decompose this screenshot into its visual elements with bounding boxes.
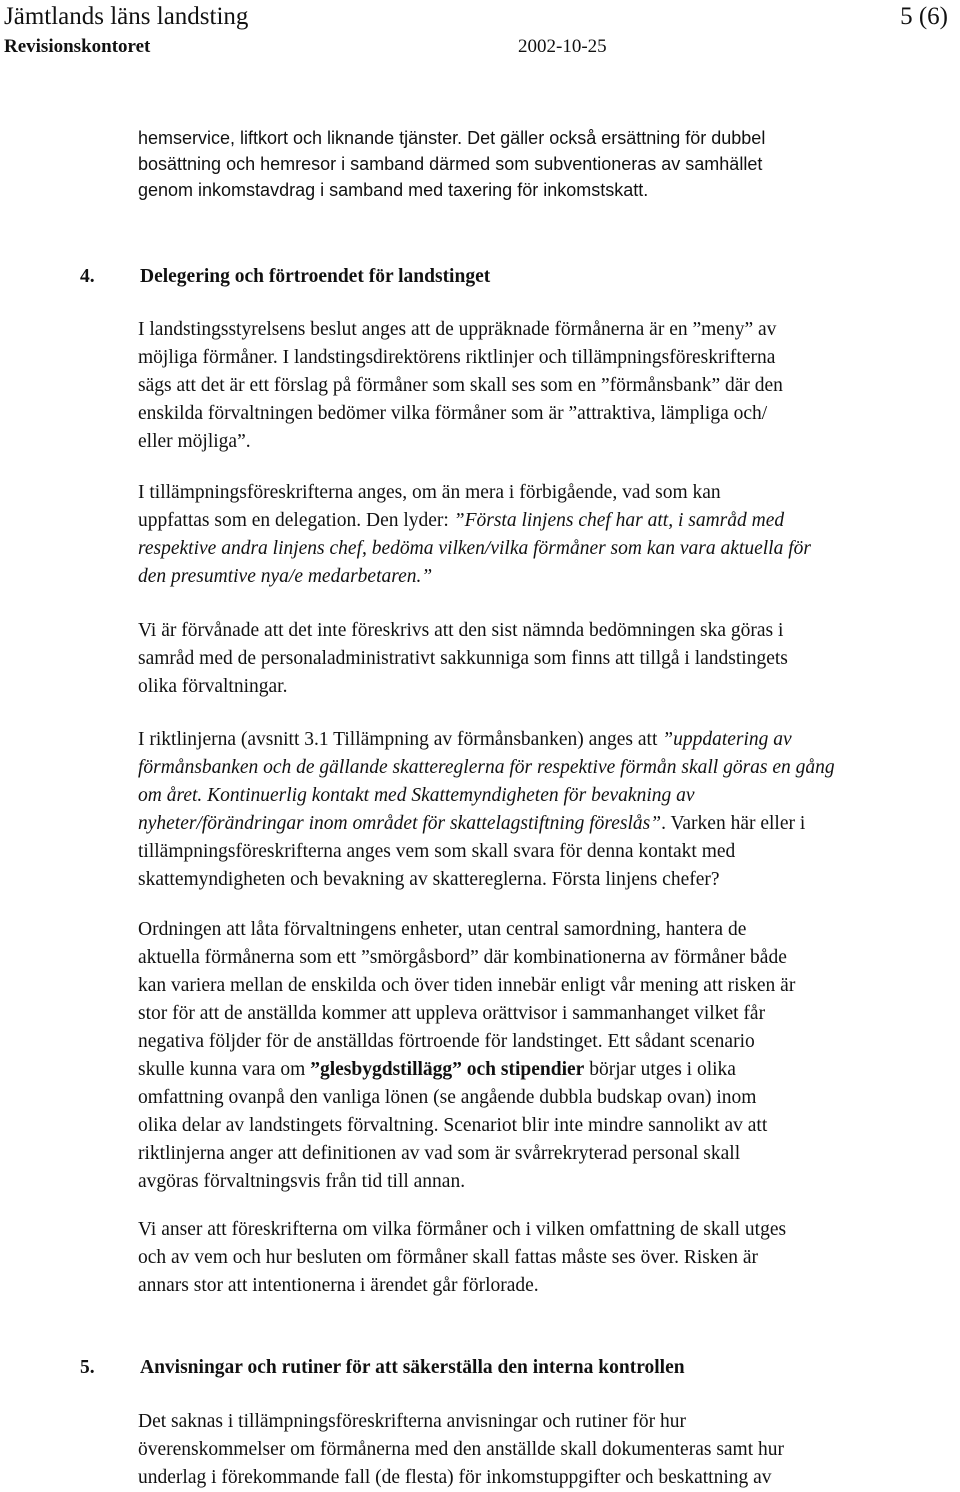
- text-line: Det saknas i tillämpningsföreskrifterna anvisningar och rutiner för hur: [138, 1411, 687, 1432]
- text-line: [138, 726, 835, 754]
- text-line: hemservice, liftkort och liknande tjänster. Det gäller också ersättning för dubbel: [138, 128, 766, 148]
- text-line: omfattning ovanpå den vanliga lönen (se angående dubbla budskap ovan) inom: [138, 1087, 757, 1108]
- text-line: sägs att det är ett förslag på förmåner som skall ses som en ”förmånsbank” där den: [138, 375, 783, 396]
- quote-text: om året. Kontinuerlig kontakt med Skattemyndigheten för bevakning av: [138, 785, 695, 806]
- text-line: I landstingsstyrelsens beslut anges att de uppräknade förmånerna är en ”meny” av: [138, 319, 777, 340]
- text-line: [138, 535, 811, 563]
- section-4-paragraph-4: [138, 726, 835, 894]
- text-line: Vi är förvånade att det inte föreskrivs att den sist nämnda bedömningen ska göras i: [138, 620, 784, 641]
- text-line: samråd med de personaladministrativt sakkunniga som finns att tillgå i landstingets: [138, 648, 788, 669]
- section-4-paragraph-2: [138, 479, 811, 591]
- quote-text: nyheter/förändringar inom området för skattelagstiftning föreslås”: [138, 813, 662, 834]
- text-line: möjliga förmåner. I landstingsdirektörens riktlinjer och tillämpningsföreskrifterna: [138, 347, 776, 368]
- intro-paragraph: [138, 125, 765, 203]
- text-line: Vi anser att föreskrifterna om vilka förmåner och i vilken omfattning de skall utges: [138, 1219, 787, 1240]
- text-line: enskilda förvaltningen bedömer vilka förmåner som är ”attraktiva, lämpliga och/: [138, 403, 768, 424]
- text-line: avgöras förvaltningsvis från tid till annan.: [138, 1171, 466, 1192]
- section-5-paragraph-1: [138, 1408, 784, 1492]
- section-4-paragraph-1: [138, 316, 783, 456]
- text-line: annars stor att intentionerna i ärendet går förlorade.: [138, 1275, 539, 1296]
- text-run: . Varken här eller i: [661, 813, 806, 834]
- text-line: [138, 507, 811, 535]
- text-line: [138, 1056, 795, 1084]
- section-5-title: Anvisningar och rutiner för att säkerställa den interna kontrollen: [140, 1357, 685, 1378]
- section-4-paragraph-3: [138, 617, 788, 701]
- text-line: bosättning och hemresor i samband därmed som subventioneras av samhället: [138, 154, 763, 174]
- organization-name: Jämtlands läns landsting: [4, 3, 249, 30]
- text-line: skattemyndigheten och bevakning av skattereglerna. Första linjens chefer?: [138, 869, 720, 890]
- text-run: skulle kunna vara om: [138, 1059, 311, 1080]
- text-line: riktlinjerna anger att definitionen av vad som är svårrekryterad personal skall: [138, 1143, 741, 1164]
- text-line: tillämpningsföreskrifterna anges vem som skall svara för denna kontakt med: [138, 841, 736, 862]
- section-4-number: 4.: [80, 266, 95, 287]
- text-line: [138, 810, 835, 838]
- text-line: olika delar av landstingets förvaltning. Scenariot blir inte mindre sannolikt av att: [138, 1115, 768, 1136]
- text-line: negativa följder för de anställdas förtroende för landstinget. Ett sådant scenario: [138, 1031, 755, 1052]
- text-line: överenskommelser om förmånerna med den anställde skall dokumenteras samt hur: [138, 1439, 785, 1460]
- quote-text: ”uppdatering av: [662, 729, 792, 750]
- text-run: uppfattas som en delegation. Den lyder:: [138, 510, 454, 531]
- text-line: [138, 563, 811, 591]
- text-run: börjar utges i olika: [584, 1059, 736, 1080]
- text-line: eller möjliga”.: [138, 431, 251, 452]
- quote-text: den presumtive nya/e medarbetaren.”: [138, 566, 433, 587]
- department-name: Revisionskontoret: [4, 36, 151, 57]
- quote-text: förmånsbanken och de gällande skattereglerna för respektive förmån skall göras en gång: [138, 757, 835, 778]
- text-line: [138, 782, 835, 810]
- text-line: aktuella förmånerna som ett ”smörgåsbord” där kombinationerna av förmåner både: [138, 947, 787, 968]
- text-line: olika förvaltningar.: [138, 676, 288, 697]
- text-line: underlag i förekommande fall (de flesta) för inkomstuppgifter och beskattning av: [138, 1467, 772, 1488]
- quote-text: ”Första linjens chef har att, i samråd med: [453, 510, 785, 531]
- section-4-paragraph-5: [138, 916, 795, 1196]
- text-line: [138, 754, 835, 782]
- text-line: och av vem och hur besluten om förmåner skall fattas måste ses över. Risken är: [138, 1247, 759, 1268]
- page-number: 5 (6): [900, 3, 948, 30]
- bold-text: ”glesbygdstillägg” och stipendier: [310, 1059, 585, 1080]
- document-date: 2002-10-25: [518, 36, 607, 57]
- section-5-number: 5.: [80, 1357, 95, 1378]
- text-line: Ordningen att låta förvaltningens enheter, utan central samordning, hantera de: [138, 919, 747, 940]
- text-line: kan variera mellan de enskilda och över tiden innebär enligt vår mening att risken är: [138, 975, 796, 996]
- text-run: I riktlinjerna (avsnitt 3.1 Tillämpning av förmånsbanken) anges att: [138, 729, 663, 750]
- text-line: genom inkomstavdrag i samband med taxering för inkomstskatt.: [138, 180, 649, 200]
- section-4-title: Delegering och förtroendet för landstinget: [140, 266, 491, 287]
- quote-text: respektive andra linjens chef, bedöma vilken/vilka förmåner som kan vara aktuella för: [138, 538, 811, 559]
- text-line: stor för att de anställda kommer att uppleva orättvisor i sammanhanget vilket får: [138, 1003, 766, 1024]
- section-4-paragraph-6: [138, 1216, 786, 1300]
- text-line: I tillämpningsföreskrifterna anges, om än mera i förbigående, vad som kan: [138, 482, 721, 503]
